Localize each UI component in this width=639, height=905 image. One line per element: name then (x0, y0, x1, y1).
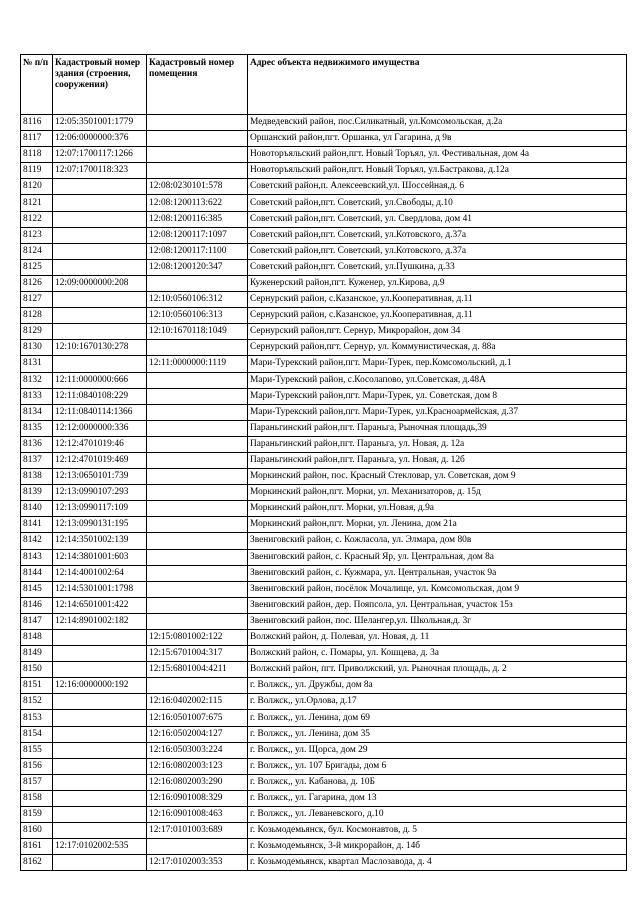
cell-num: 8141 (21, 517, 53, 533)
cell-room-cadastral: 12:16:0503003:224 (147, 742, 248, 758)
table-row (21, 388, 627, 404)
cell-num: 8150 (21, 662, 53, 678)
cell-building-cadastral (53, 324, 147, 340)
cell-num: 8157 (21, 774, 53, 790)
cell-room-cadastral (147, 404, 248, 420)
cell-building-cadastral (53, 774, 147, 790)
cell-building-cadastral: 12:12:4701019:469 (53, 452, 147, 468)
cell-room-cadastral (147, 613, 248, 629)
cell-building-cadastral (53, 855, 147, 871)
cell-address: Параньгинский район,пгт. Параньга, ул. Новая, д. 12б (248, 452, 627, 468)
cell-room-cadastral (147, 581, 248, 597)
table-row (21, 710, 627, 726)
cell-num: 8145 (21, 581, 53, 597)
cell-num: 8124 (21, 243, 53, 259)
document-page (20, 54, 626, 871)
cell-building-cadastral: 12:11:0840114:1366 (53, 404, 147, 420)
table-row (21, 372, 627, 388)
table-row (21, 581, 627, 597)
cell-num: 8142 (21, 533, 53, 549)
cell-building-cadastral (53, 726, 147, 742)
table-row (21, 131, 627, 147)
table-row (21, 420, 627, 436)
cell-room-cadastral: 12:08:1200117:1097 (147, 227, 248, 243)
cell-building-cadastral: 12:13:0990117:109 (53, 501, 147, 517)
cell-building-cadastral: 12:14:3501002:139 (53, 533, 147, 549)
table-row (21, 774, 627, 790)
cell-num: 8121 (21, 195, 53, 211)
cell-num: 8123 (21, 227, 53, 243)
cell-num: 8130 (21, 340, 53, 356)
cell-num: 8162 (21, 855, 53, 871)
cell-building-cadastral (53, 308, 147, 324)
cell-address: Моркинский район, пос. Красный Стекловар, ул. Советская, дом 9 (248, 469, 627, 485)
table-row (21, 404, 627, 420)
cell-building-cadastral (53, 179, 147, 195)
cell-address: Звениговский район, пос. Шелангер,ул. Школьная,д. 3г (248, 613, 627, 629)
cell-num: 8135 (21, 420, 53, 436)
table-row (21, 324, 627, 340)
cell-address: г. Волжск,, ул. Ленина, дом 35 (248, 726, 627, 742)
header-building-cadastral: Кадастровый номер здания (строения, сооружения) (53, 55, 147, 115)
cell-room-cadastral (147, 565, 248, 581)
table-row (21, 855, 627, 871)
cell-room-cadastral (147, 549, 248, 565)
cell-building-cadastral: 12:06:0000000:376 (53, 131, 147, 147)
cell-building-cadastral (53, 259, 147, 275)
cell-building-cadastral (53, 630, 147, 646)
cell-building-cadastral (53, 742, 147, 758)
table-row (21, 790, 627, 806)
cell-building-cadastral: 12:11:0840108:229 (53, 388, 147, 404)
cell-address: Звениговский район, посёлок Мочалище, ул. Комсомольская, дом 9 (248, 581, 627, 597)
table-row (21, 179, 627, 195)
cell-building-cadastral: 12:11:0000000:666 (53, 372, 147, 388)
cell-address: г. Волжск,, ул. Ленина, дом 69 (248, 710, 627, 726)
table-row (21, 742, 627, 758)
table-header-row (21, 55, 627, 115)
cell-building-cadastral: 12:05:3501001:1779 (53, 115, 147, 131)
cell-address: Волжский район, пгт. Приволжский, ул. Рыночная площадь, д. 2 (248, 662, 627, 678)
cell-address: Звениговский район, с. Кожласола, ул. Элмара, дом 80в (248, 533, 627, 549)
cell-room-cadastral: 12:11:0000000:1119 (147, 356, 248, 372)
cell-building-cadastral: 12:13:0990131:195 (53, 517, 147, 533)
cell-building-cadastral: 12:14:4001002:64 (53, 565, 147, 581)
cell-building-cadastral: 12:14:3801001:603 (53, 549, 147, 565)
cell-room-cadastral (147, 372, 248, 388)
cell-room-cadastral: 12:16:0802003:290 (147, 774, 248, 790)
cell-num: 8159 (21, 807, 53, 823)
table-row (21, 565, 627, 581)
cell-address: Советский район,пгт. Советский, ул.Котовского, д.37а (248, 243, 627, 259)
cell-num: 8148 (21, 630, 53, 646)
cell-building-cadastral: 12:10:1670130:278 (53, 340, 147, 356)
cell-room-cadastral: 12:17:0102003:353 (147, 855, 248, 871)
cell-address: Сернурский район,пгт. Сернур, ул. Коммунистическая, д. 88а (248, 340, 627, 356)
cell-room-cadastral: 12:15:6701004:317 (147, 646, 248, 662)
cell-address: Звениговский район, с. Кужмара, ул. Центральная, участок 9а (248, 565, 627, 581)
cell-address: г. Волжск,, ул. Дружбы, дом 8а (248, 678, 627, 694)
cell-num: 8128 (21, 308, 53, 324)
cell-address: Мари-Турекский район,пгт. Мари-Турек, пер.Комсомольский, д.1 (248, 356, 627, 372)
cell-room-cadastral: 12:15:0801002:122 (147, 630, 248, 646)
table-row (21, 694, 627, 710)
cell-address: Мари-Турекский район,пгт. Мари-Турек, ул.Красноармейская, д.37 (248, 404, 627, 420)
table-row (21, 227, 627, 243)
cell-room-cadastral: 12:10:1670118:1049 (147, 324, 248, 340)
cell-num: 8144 (21, 565, 53, 581)
cell-room-cadastral: 12:08:0230101:578 (147, 179, 248, 195)
table-row (21, 436, 627, 452)
cell-address: г. Козьмодемьянск, бул. Космонавтов, д. 5 (248, 823, 627, 839)
cell-room-cadastral (147, 452, 248, 468)
cell-address: Советский район,пгт. Советский, ул.Свободы, д.10 (248, 195, 627, 211)
cell-building-cadastral (53, 807, 147, 823)
cell-building-cadastral: 12:14:5301001:1798 (53, 581, 147, 597)
cell-address: Моркинский район,пгт. Морки, ул. Ленина, дом 21а (248, 517, 627, 533)
cell-room-cadastral (147, 469, 248, 485)
cell-building-cadastral (53, 790, 147, 806)
cell-address: Советский район,пгт. Советский, ул.Пушкина, д.33 (248, 259, 627, 275)
cell-room-cadastral: 12:16:0802003:123 (147, 758, 248, 774)
cell-address: Советский район,п. Алексеевский,ул. Шоссейная,д. 6 (248, 179, 627, 195)
cell-address: Мари-Турекский район,пгт. Мари-Турек, ул. Советская, дом 8 (248, 388, 627, 404)
cell-num: 8140 (21, 501, 53, 517)
cell-room-cadastral (147, 517, 248, 533)
table-row (21, 163, 627, 179)
header-address: Адрес объекта недвижимого имущества (248, 55, 627, 115)
cell-num: 8151 (21, 678, 53, 694)
cell-num: 8152 (21, 694, 53, 710)
cell-building-cadastral (53, 292, 147, 308)
cell-num: 8117 (21, 131, 53, 147)
table-row (21, 726, 627, 742)
cell-num: 8137 (21, 452, 53, 468)
cell-building-cadastral: 12:14:8901002:182 (53, 613, 147, 629)
cell-building-cadastral: 12:09:0000000:208 (53, 275, 147, 291)
cell-address: г. Волжск,, ул. Щорса, дом 29 (248, 742, 627, 758)
cell-building-cadastral (53, 211, 147, 227)
cell-address: г. Волжск,, ул. Кабанова, д. 10Б (248, 774, 627, 790)
cell-num: 8126 (21, 275, 53, 291)
cell-room-cadastral (147, 163, 248, 179)
cell-num: 8146 (21, 597, 53, 613)
cell-address: Волжский район, д. Полевая, ул. Новая, д. 11 (248, 630, 627, 646)
cell-room-cadastral: 12:08:1200113:622 (147, 195, 248, 211)
cell-room-cadastral (147, 147, 248, 163)
table-row (21, 678, 627, 694)
cell-room-cadastral: 12:08:1200116:385 (147, 211, 248, 227)
cell-building-cadastral (53, 227, 147, 243)
table-row (21, 308, 627, 324)
cell-room-cadastral (147, 597, 248, 613)
cell-address: Моркинский район,пгт. Морки, ул. Механизаторов, д. 15д (248, 485, 627, 501)
cell-address: г. Волжск,, ул. Леваневского, д.10 (248, 807, 627, 823)
cell-num: 8129 (21, 324, 53, 340)
table-row (21, 823, 627, 839)
cell-num: 8125 (21, 259, 53, 275)
cell-building-cadastral (53, 195, 147, 211)
cell-room-cadastral: 12:16:0901008:329 (147, 790, 248, 806)
cell-room-cadastral: 12:15:6801004:4211 (147, 662, 248, 678)
cell-address: Звениговский район, с. Красный Яр, ул. Центральная, дом 8а (248, 549, 627, 565)
table-row (21, 292, 627, 308)
cell-address: Параньгинский район,пгт. Параньга, Рыночная площадь,39 (248, 420, 627, 436)
table-row (21, 115, 627, 131)
cell-num: 8119 (21, 163, 53, 179)
table-row (21, 259, 627, 275)
cell-room-cadastral (147, 420, 248, 436)
cell-address: Советский район,пгт. Советский, ул.Котовского, д.37а (248, 227, 627, 243)
cell-room-cadastral (147, 115, 248, 131)
cell-num: 8160 (21, 823, 53, 839)
cell-num: 8139 (21, 485, 53, 501)
cell-num: 8133 (21, 388, 53, 404)
cell-room-cadastral (147, 678, 248, 694)
table-row (21, 630, 627, 646)
cell-room-cadastral: 12:16:0501007:675 (147, 710, 248, 726)
cell-building-cadastral (53, 662, 147, 678)
table-row (21, 340, 627, 356)
table-row (21, 485, 627, 501)
cell-building-cadastral (53, 823, 147, 839)
table-row (21, 517, 627, 533)
cell-building-cadastral (53, 356, 147, 372)
cell-room-cadastral: 12:10:0560106:313 (147, 308, 248, 324)
cell-address: Параньгинский район,пгт. Параньга, ул. Новая, д. 12а (248, 436, 627, 452)
cell-building-cadastral: 12:07:1700118:323 (53, 163, 147, 179)
table-row (21, 469, 627, 485)
cell-num: 8127 (21, 292, 53, 308)
cell-building-cadastral: 12:13:0650101:739 (53, 469, 147, 485)
table-row (21, 452, 627, 468)
cell-address: Волжский район, с. Помары, ул. Кошцева, д. 3а (248, 646, 627, 662)
cell-room-cadastral: 12:16:0901008:463 (147, 807, 248, 823)
cell-room-cadastral (147, 501, 248, 517)
cell-address: Новоторъяльский район,пгт. Новый Торъял, ул. Фестивальная, дом 4а (248, 147, 627, 163)
cell-building-cadastral (53, 694, 147, 710)
cell-num: 8122 (21, 211, 53, 227)
cell-num: 8158 (21, 790, 53, 806)
cell-num: 8136 (21, 436, 53, 452)
cell-address: Моркинский район,пгт. Морки, ул.Новая, д.9а (248, 501, 627, 517)
cell-building-cadastral: 12:16:0000000:192 (53, 678, 147, 694)
table-row (21, 807, 627, 823)
cell-address: Куженерский район,пгт. Куженер, ул.Кирова, д.9 (248, 275, 627, 291)
cell-num: 8156 (21, 758, 53, 774)
cell-building-cadastral: 12:07:1700117:1266 (53, 147, 147, 163)
cell-room-cadastral (147, 275, 248, 291)
cell-num: 8161 (21, 839, 53, 855)
cell-num: 8143 (21, 549, 53, 565)
cell-room-cadastral: 12:10:0560106:312 (147, 292, 248, 308)
cell-building-cadastral: 12:14:6501001:422 (53, 597, 147, 613)
cell-num: 8118 (21, 147, 53, 163)
cell-room-cadastral: 12:08:1200120:347 (147, 259, 248, 275)
cell-num: 8154 (21, 726, 53, 742)
cell-num: 8132 (21, 372, 53, 388)
property-table (20, 54, 627, 871)
cell-address: г. Козьмодемьянск, 3-й микрорайон, д. 14б (248, 839, 627, 855)
cell-address: г. Волжск,, ул.Орлова, д.17 (248, 694, 627, 710)
cell-room-cadastral: 12:17:0101003:689 (147, 823, 248, 839)
cell-address: Мари-Турекский район, с.Косолапово, ул.Советская, д.48А (248, 372, 627, 388)
table-row (21, 533, 627, 549)
cell-room-cadastral (147, 533, 248, 549)
cell-room-cadastral (147, 131, 248, 147)
cell-num: 8155 (21, 742, 53, 758)
cell-room-cadastral (147, 340, 248, 356)
table-row (21, 549, 627, 565)
cell-address: Советский район,пгт. Советский, ул. Свердлова, дом 41 (248, 211, 627, 227)
cell-address: Медведевский район, пос.Силикатный, ул.Комсомольская, д.2а (248, 115, 627, 131)
cell-building-cadastral: 12:17:0102002:535 (53, 839, 147, 855)
cell-room-cadastral (147, 839, 248, 855)
cell-building-cadastral (53, 758, 147, 774)
table-row (21, 646, 627, 662)
table-row (21, 613, 627, 629)
cell-address: Сернурский район, с.Казанское, ул.Кооперативная, д.11 (248, 308, 627, 324)
cell-num: 8116 (21, 115, 53, 131)
cell-room-cadastral (147, 388, 248, 404)
cell-address: Новоторъяльский район,пгт. Новый Торъял, ул.Бастракова, д.12а (248, 163, 627, 179)
table-row (21, 147, 627, 163)
cell-room-cadastral: 12:08:1200117:1100 (147, 243, 248, 259)
cell-address: Сернурский район, с.Казанское, ул.Кооперативная, д.11 (248, 292, 627, 308)
cell-address: Сернурский район,пгт. Сернур, Микрорайон, дом 34 (248, 324, 627, 340)
table-row (21, 501, 627, 517)
cell-building-cadastral (53, 243, 147, 259)
cell-room-cadastral: 12:16:0402002:115 (147, 694, 248, 710)
table-row (21, 211, 627, 227)
table-row (21, 275, 627, 291)
cell-address: г. Волжск,, ул. Гагарина, дом 13 (248, 790, 627, 806)
table-row (21, 662, 627, 678)
cell-address: Звениговский район, дер. Пояпсола, ул. Центральная, участок 15з (248, 597, 627, 613)
cell-room-cadastral (147, 485, 248, 501)
cell-address: Оршанский район,пгт. Оршанка, ул Гагарина, д 9в (248, 131, 627, 147)
cell-num: 8153 (21, 710, 53, 726)
cell-room-cadastral: 12:16:0502004:127 (147, 726, 248, 742)
cell-num: 8134 (21, 404, 53, 420)
table-row (21, 356, 627, 372)
cell-address: г. Волжск,, ул. 107 Бригады, дом 6 (248, 758, 627, 774)
header-num: № п/п (21, 55, 53, 115)
table-row (21, 597, 627, 613)
cell-building-cadastral: 12:12:4701019:46 (53, 436, 147, 452)
table-row (21, 839, 627, 855)
cell-building-cadastral: 12:13:0990107:293 (53, 485, 147, 501)
header-room-cadastral: Кадастровый номер помещения (147, 55, 248, 115)
cell-num: 8131 (21, 356, 53, 372)
cell-num: 8120 (21, 179, 53, 195)
cell-room-cadastral (147, 436, 248, 452)
cell-building-cadastral (53, 646, 147, 662)
cell-building-cadastral: 12:12:0000000:336 (53, 420, 147, 436)
cell-num: 8147 (21, 613, 53, 629)
table-row (21, 195, 627, 211)
cell-num: 8149 (21, 646, 53, 662)
cell-num: 8138 (21, 469, 53, 485)
cell-building-cadastral (53, 710, 147, 726)
table-row (21, 243, 627, 259)
cell-address: г. Козьмодемьянск, квартал Маслозавода, д. 4 (248, 855, 627, 871)
table-body (21, 115, 627, 871)
table-row (21, 758, 627, 774)
